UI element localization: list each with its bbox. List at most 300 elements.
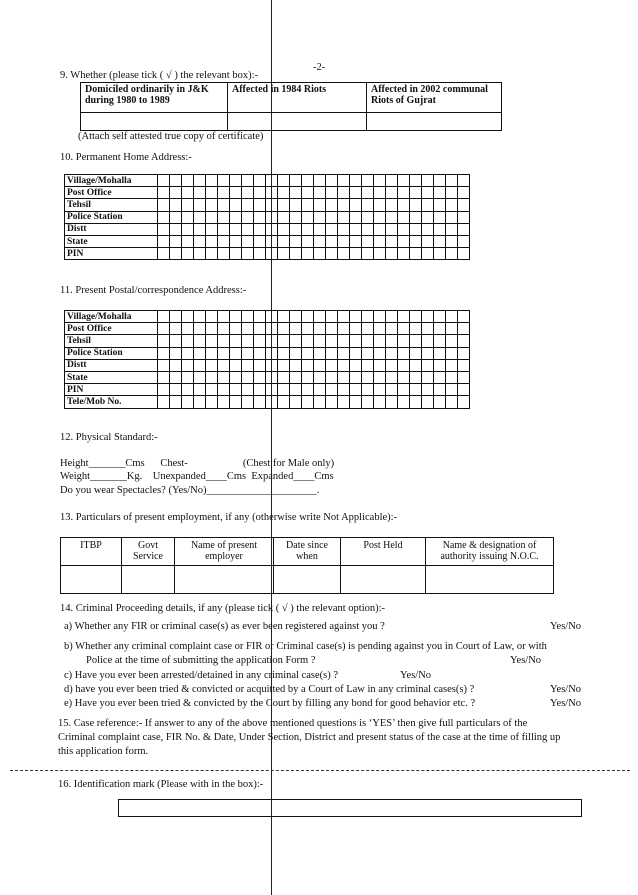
present-address-char-cell[interactable] <box>266 323 278 335</box>
permanent-address-char-cell[interactable] <box>374 211 386 223</box>
permanent-address-char-cell[interactable] <box>314 248 326 260</box>
emp-cell-date[interactable] <box>274 566 341 594</box>
present-address-char-cell[interactable] <box>278 335 290 347</box>
permanent-address-char-cell[interactable] <box>434 211 446 223</box>
permanent-address-char-cell[interactable] <box>242 199 254 211</box>
present-address-char-cell[interactable] <box>302 311 314 323</box>
permanent-address-char-cell[interactable] <box>230 211 242 223</box>
permanent-address-char-cell[interactable] <box>326 175 338 187</box>
permanent-address-char-cell[interactable] <box>314 223 326 235</box>
present-address-char-cell[interactable] <box>410 359 422 371</box>
present-address-char-cell[interactable] <box>218 359 230 371</box>
present-address-char-cell[interactable] <box>206 396 218 408</box>
permanent-address-char-cell[interactable] <box>290 199 302 211</box>
present-address-char-cell[interactable] <box>158 347 170 359</box>
present-address-char-cell[interactable] <box>230 347 242 359</box>
present-address-char-cell[interactable] <box>362 359 374 371</box>
present-address-char-cell[interactable] <box>206 311 218 323</box>
present-address-char-cell[interactable] <box>254 347 266 359</box>
present-address-char-cell[interactable] <box>266 384 278 396</box>
permanent-address-char-cell[interactable] <box>302 187 314 199</box>
present-address-char-cell[interactable] <box>254 371 266 383</box>
present-address-char-cell[interactable] <box>386 347 398 359</box>
present-address-char-cell[interactable] <box>218 311 230 323</box>
present-address-char-cell[interactable] <box>218 384 230 396</box>
present-address-char-cell[interactable] <box>278 371 290 383</box>
permanent-address-char-cell[interactable] <box>302 199 314 211</box>
present-address-char-cell[interactable] <box>278 311 290 323</box>
permanent-address-char-cell[interactable] <box>206 187 218 199</box>
permanent-address-char-cell[interactable] <box>266 223 278 235</box>
permanent-address-char-cell[interactable] <box>290 187 302 199</box>
permanent-address-char-cell[interactable] <box>446 211 458 223</box>
permanent-address-char-cell[interactable] <box>290 235 302 247</box>
permanent-address-char-cell[interactable] <box>410 235 422 247</box>
permanent-address-char-cell[interactable] <box>458 187 470 199</box>
present-address-char-cell[interactable] <box>338 347 350 359</box>
present-address-char-cell[interactable] <box>362 384 374 396</box>
present-address-char-cell[interactable] <box>242 359 254 371</box>
present-address-char-cell[interactable] <box>410 335 422 347</box>
present-address-char-cell[interactable] <box>242 384 254 396</box>
permanent-address-char-cell[interactable] <box>182 175 194 187</box>
permanent-address-char-cell[interactable] <box>254 175 266 187</box>
present-address-char-cell[interactable] <box>398 371 410 383</box>
present-address-char-cell[interactable] <box>326 371 338 383</box>
permanent-address-char-cell[interactable] <box>218 187 230 199</box>
permanent-address-char-cell[interactable] <box>158 223 170 235</box>
present-address-char-cell[interactable] <box>170 335 182 347</box>
present-address-char-cell[interactable] <box>350 347 362 359</box>
permanent-address-char-cell[interactable] <box>206 211 218 223</box>
permanent-address-char-cell[interactable] <box>230 199 242 211</box>
permanent-address-char-cell[interactable] <box>398 175 410 187</box>
present-address-char-cell[interactable] <box>170 323 182 335</box>
present-address-char-cell[interactable] <box>290 384 302 396</box>
present-address-char-cell[interactable] <box>350 359 362 371</box>
permanent-address-char-cell[interactable] <box>314 199 326 211</box>
present-address-char-cell[interactable] <box>458 311 470 323</box>
present-address-char-cell[interactable] <box>158 384 170 396</box>
permanent-address-char-cell[interactable] <box>254 223 266 235</box>
present-address-char-cell[interactable] <box>458 323 470 335</box>
present-address-char-cell[interactable] <box>314 384 326 396</box>
present-address-char-cell[interactable] <box>398 347 410 359</box>
permanent-address-char-cell[interactable] <box>158 211 170 223</box>
permanent-address-char-cell[interactable] <box>422 187 434 199</box>
present-address-char-cell[interactable] <box>374 384 386 396</box>
present-address-char-cell[interactable] <box>254 335 266 347</box>
permanent-address-char-cell[interactable] <box>398 235 410 247</box>
present-address-char-cell[interactable] <box>266 371 278 383</box>
identification-mark-box[interactable] <box>118 799 582 817</box>
permanent-address-char-cell[interactable] <box>386 211 398 223</box>
present-address-char-cell[interactable] <box>386 335 398 347</box>
permanent-address-char-cell[interactable] <box>326 223 338 235</box>
present-address-char-cell[interactable] <box>386 384 398 396</box>
permanent-address-char-cell[interactable] <box>326 235 338 247</box>
present-address-char-cell[interactable] <box>422 371 434 383</box>
permanent-address-char-cell[interactable] <box>362 235 374 247</box>
permanent-address-char-cell[interactable] <box>350 248 362 260</box>
permanent-address-char-cell[interactable] <box>266 175 278 187</box>
present-address-char-cell[interactable] <box>290 335 302 347</box>
present-address-char-cell[interactable] <box>314 347 326 359</box>
present-address-char-cell[interactable] <box>410 347 422 359</box>
permanent-address-char-cell[interactable] <box>158 187 170 199</box>
permanent-address-char-cell[interactable] <box>410 199 422 211</box>
permanent-address-char-cell[interactable] <box>326 199 338 211</box>
permanent-address-char-cell[interactable] <box>158 199 170 211</box>
present-address-char-cell[interactable] <box>254 384 266 396</box>
permanent-address-char-cell[interactable] <box>398 211 410 223</box>
present-address-char-cell[interactable] <box>398 311 410 323</box>
permanent-address-char-cell[interactable] <box>290 248 302 260</box>
permanent-address-char-cell[interactable] <box>326 211 338 223</box>
present-address-char-cell[interactable] <box>446 323 458 335</box>
permanent-address-char-cell[interactable] <box>194 187 206 199</box>
permanent-address-char-cell[interactable] <box>218 235 230 247</box>
present-address-char-cell[interactable] <box>338 323 350 335</box>
present-address-char-cell[interactable] <box>266 347 278 359</box>
permanent-address-char-cell[interactable] <box>386 175 398 187</box>
present-address-char-cell[interactable] <box>170 311 182 323</box>
present-address-char-cell[interactable] <box>218 396 230 408</box>
present-address-char-cell[interactable] <box>290 396 302 408</box>
permanent-address-char-cell[interactable] <box>242 235 254 247</box>
present-address-char-cell[interactable] <box>326 396 338 408</box>
permanent-address-char-cell[interactable] <box>338 248 350 260</box>
permanent-address-char-cell[interactable] <box>206 223 218 235</box>
present-address-char-cell[interactable] <box>362 335 374 347</box>
permanent-address-char-cell[interactable] <box>362 211 374 223</box>
permanent-address-char-cell[interactable] <box>314 175 326 187</box>
present-address-char-cell[interactable] <box>326 384 338 396</box>
q9-tick-box-jk[interactable] <box>81 113 228 131</box>
permanent-address-char-cell[interactable] <box>170 248 182 260</box>
present-address-char-cell[interactable] <box>230 396 242 408</box>
present-address-char-cell[interactable] <box>242 323 254 335</box>
present-address-char-cell[interactable] <box>194 323 206 335</box>
permanent-address-char-cell[interactable] <box>386 187 398 199</box>
permanent-address-char-cell[interactable] <box>398 248 410 260</box>
present-address-char-cell[interactable] <box>422 384 434 396</box>
permanent-address-char-cell[interactable] <box>314 187 326 199</box>
q9-tick-box-1984[interactable] <box>228 113 367 131</box>
permanent-address-char-cell[interactable] <box>350 211 362 223</box>
permanent-address-char-cell[interactable] <box>410 223 422 235</box>
present-address-char-cell[interactable] <box>326 335 338 347</box>
present-address-char-cell[interactable] <box>278 323 290 335</box>
present-address-char-cell[interactable] <box>278 359 290 371</box>
permanent-address-char-cell[interactable] <box>170 223 182 235</box>
present-address-char-cell[interactable] <box>350 335 362 347</box>
permanent-address-char-cell[interactable] <box>302 248 314 260</box>
present-address-char-cell[interactable] <box>410 396 422 408</box>
present-address-char-cell[interactable] <box>386 311 398 323</box>
permanent-address-char-cell[interactable] <box>422 248 434 260</box>
emp-cell-post[interactable] <box>341 566 426 594</box>
permanent-address-char-cell[interactable] <box>398 199 410 211</box>
permanent-address-char-cell[interactable] <box>218 211 230 223</box>
permanent-address-char-cell[interactable] <box>410 187 422 199</box>
present-address-char-cell[interactable] <box>182 311 194 323</box>
permanent-address-char-cell[interactable] <box>158 248 170 260</box>
permanent-address-char-cell[interactable] <box>434 223 446 235</box>
present-address-char-cell[interactable] <box>158 371 170 383</box>
present-address-char-cell[interactable] <box>158 311 170 323</box>
present-address-char-cell[interactable] <box>434 371 446 383</box>
present-address-char-cell[interactable] <box>434 359 446 371</box>
present-address-char-cell[interactable] <box>278 347 290 359</box>
permanent-address-char-cell[interactable] <box>374 235 386 247</box>
permanent-address-char-cell[interactable] <box>338 199 350 211</box>
permanent-address-char-cell[interactable] <box>338 187 350 199</box>
permanent-address-char-cell[interactable] <box>302 211 314 223</box>
emp-cell-govt[interactable] <box>122 566 175 594</box>
present-address-char-cell[interactable] <box>338 335 350 347</box>
present-address-char-cell[interactable] <box>218 347 230 359</box>
permanent-address-char-cell[interactable] <box>242 175 254 187</box>
permanent-address-char-cell[interactable] <box>182 211 194 223</box>
permanent-address-char-cell[interactable] <box>458 223 470 235</box>
present-address-char-cell[interactable] <box>242 335 254 347</box>
permanent-address-char-cell[interactable] <box>314 235 326 247</box>
present-address-char-cell[interactable] <box>458 371 470 383</box>
permanent-address-char-cell[interactable] <box>338 175 350 187</box>
present-address-char-cell[interactable] <box>314 359 326 371</box>
present-address-char-cell[interactable] <box>230 359 242 371</box>
q14a-answer[interactable]: Yes/No <box>550 621 582 632</box>
present-address-char-cell[interactable] <box>446 311 458 323</box>
permanent-address-char-cell[interactable] <box>302 235 314 247</box>
present-address-char-cell[interactable] <box>338 311 350 323</box>
present-address-char-cell[interactable] <box>374 359 386 371</box>
permanent-address-char-cell[interactable] <box>410 211 422 223</box>
permanent-address-char-cell[interactable] <box>266 211 278 223</box>
permanent-address-char-cell[interactable] <box>278 223 290 235</box>
present-address-char-cell[interactable] <box>446 347 458 359</box>
permanent-address-char-cell[interactable] <box>242 223 254 235</box>
present-address-char-cell[interactable] <box>158 359 170 371</box>
permanent-address-char-cell[interactable] <box>194 223 206 235</box>
permanent-address-char-cell[interactable] <box>242 211 254 223</box>
present-address-char-cell[interactable] <box>410 371 422 383</box>
permanent-address-char-cell[interactable] <box>230 248 242 260</box>
present-address-char-cell[interactable] <box>446 335 458 347</box>
permanent-address-char-cell[interactable] <box>242 187 254 199</box>
permanent-address-char-cell[interactable] <box>278 235 290 247</box>
permanent-address-char-cell[interactable] <box>374 248 386 260</box>
permanent-address-char-cell[interactable] <box>362 187 374 199</box>
present-address-char-cell[interactable] <box>254 396 266 408</box>
present-address-char-cell[interactable] <box>206 371 218 383</box>
permanent-address-char-cell[interactable] <box>266 248 278 260</box>
present-address-char-cell[interactable] <box>398 384 410 396</box>
permanent-address-char-cell[interactable] <box>206 199 218 211</box>
permanent-address-char-cell[interactable] <box>386 199 398 211</box>
permanent-address-char-cell[interactable] <box>218 223 230 235</box>
permanent-address-char-cell[interactable] <box>398 223 410 235</box>
present-address-char-cell[interactable] <box>218 323 230 335</box>
present-address-char-cell[interactable] <box>254 323 266 335</box>
present-address-char-cell[interactable] <box>458 384 470 396</box>
permanent-address-char-cell[interactable] <box>362 248 374 260</box>
permanent-address-char-cell[interactable] <box>434 175 446 187</box>
present-address-char-cell[interactable] <box>230 335 242 347</box>
present-address-char-cell[interactable] <box>158 396 170 408</box>
present-address-char-cell[interactable] <box>422 347 434 359</box>
present-address-char-cell[interactable] <box>326 347 338 359</box>
present-address-char-cell[interactable] <box>230 384 242 396</box>
permanent-address-char-cell[interactable] <box>254 248 266 260</box>
emp-cell-employer[interactable] <box>175 566 274 594</box>
present-address-char-cell[interactable] <box>182 396 194 408</box>
permanent-address-char-cell[interactable] <box>230 223 242 235</box>
present-address-char-cell[interactable] <box>338 384 350 396</box>
present-address-char-cell[interactable] <box>206 347 218 359</box>
present-address-char-cell[interactable] <box>206 323 218 335</box>
present-address-char-cell[interactable] <box>290 323 302 335</box>
permanent-address-char-cell[interactable] <box>278 175 290 187</box>
permanent-address-char-cell[interactable] <box>266 199 278 211</box>
present-address-char-cell[interactable] <box>194 359 206 371</box>
present-address-char-cell[interactable] <box>350 371 362 383</box>
present-address-char-cell[interactable] <box>218 371 230 383</box>
present-address-char-cell[interactable] <box>338 359 350 371</box>
permanent-address-char-cell[interactable] <box>326 248 338 260</box>
present-address-char-cell[interactable] <box>338 371 350 383</box>
present-address-char-cell[interactable] <box>362 396 374 408</box>
permanent-address-char-cell[interactable] <box>230 187 242 199</box>
present-address-char-cell[interactable] <box>170 371 182 383</box>
present-address-char-cell[interactable] <box>326 311 338 323</box>
present-address-char-cell[interactable] <box>374 323 386 335</box>
permanent-address-char-cell[interactable] <box>446 248 458 260</box>
present-address-char-cell[interactable] <box>350 396 362 408</box>
permanent-address-char-cell[interactable] <box>422 175 434 187</box>
present-address-char-cell[interactable] <box>314 311 326 323</box>
permanent-address-char-cell[interactable] <box>446 223 458 235</box>
present-address-char-cell[interactable] <box>290 359 302 371</box>
permanent-address-char-cell[interactable] <box>338 211 350 223</box>
present-address-char-cell[interactable] <box>314 323 326 335</box>
present-address-char-cell[interactable] <box>170 347 182 359</box>
permanent-address-char-cell[interactable] <box>434 199 446 211</box>
present-address-char-cell[interactable] <box>194 335 206 347</box>
present-address-char-cell[interactable] <box>206 359 218 371</box>
present-address-char-cell[interactable] <box>266 396 278 408</box>
present-address-char-cell[interactable] <box>182 335 194 347</box>
permanent-address-char-cell[interactable] <box>458 211 470 223</box>
permanent-address-char-cell[interactable] <box>386 235 398 247</box>
permanent-address-char-cell[interactable] <box>422 235 434 247</box>
present-address-char-cell[interactable] <box>362 347 374 359</box>
present-address-char-cell[interactable] <box>170 396 182 408</box>
present-address-char-cell[interactable] <box>302 359 314 371</box>
permanent-address-char-cell[interactable] <box>254 211 266 223</box>
permanent-address-char-cell[interactable] <box>266 235 278 247</box>
permanent-address-char-cell[interactable] <box>386 248 398 260</box>
present-address-char-cell[interactable] <box>278 384 290 396</box>
permanent-address-char-cell[interactable] <box>302 175 314 187</box>
present-address-char-cell[interactable] <box>410 311 422 323</box>
emp-cell-noc[interactable] <box>426 566 554 594</box>
permanent-address-char-cell[interactable] <box>422 223 434 235</box>
present-address-char-cell[interactable] <box>194 371 206 383</box>
present-address-char-cell[interactable] <box>362 323 374 335</box>
permanent-address-char-cell[interactable] <box>206 235 218 247</box>
permanent-address-char-cell[interactable] <box>278 199 290 211</box>
permanent-address-char-cell[interactable] <box>374 199 386 211</box>
present-address-char-cell[interactable] <box>302 371 314 383</box>
permanent-address-char-cell[interactable] <box>374 223 386 235</box>
present-address-char-cell[interactable] <box>218 335 230 347</box>
present-address-char-cell[interactable] <box>326 359 338 371</box>
permanent-address-char-cell[interactable] <box>458 199 470 211</box>
present-address-char-cell[interactable] <box>182 347 194 359</box>
permanent-address-char-cell[interactable] <box>434 187 446 199</box>
present-address-char-cell[interactable] <box>170 359 182 371</box>
permanent-address-char-cell[interactable] <box>362 175 374 187</box>
present-address-char-cell[interactable] <box>374 371 386 383</box>
permanent-address-char-cell[interactable] <box>290 175 302 187</box>
present-address-char-cell[interactable] <box>446 359 458 371</box>
present-address-char-cell[interactable] <box>422 359 434 371</box>
present-address-char-cell[interactable] <box>434 384 446 396</box>
permanent-address-char-cell[interactable] <box>290 223 302 235</box>
present-address-char-cell[interactable] <box>350 384 362 396</box>
permanent-address-char-cell[interactable] <box>182 248 194 260</box>
present-address-char-cell[interactable] <box>434 311 446 323</box>
permanent-address-char-cell[interactable] <box>458 248 470 260</box>
permanent-address-char-cell[interactable] <box>230 175 242 187</box>
present-address-char-cell[interactable] <box>254 311 266 323</box>
permanent-address-char-cell[interactable] <box>422 211 434 223</box>
present-address-char-cell[interactable] <box>458 359 470 371</box>
permanent-address-char-cell[interactable] <box>350 223 362 235</box>
permanent-address-char-cell[interactable] <box>170 187 182 199</box>
permanent-address-char-cell[interactable] <box>446 235 458 247</box>
present-address-char-cell[interactable] <box>338 396 350 408</box>
permanent-address-char-cell[interactable] <box>254 235 266 247</box>
present-address-char-cell[interactable] <box>242 396 254 408</box>
present-address-char-cell[interactable] <box>386 396 398 408</box>
present-address-char-cell[interactable] <box>362 371 374 383</box>
permanent-address-char-cell[interactable] <box>362 199 374 211</box>
present-address-char-cell[interactable] <box>230 323 242 335</box>
present-address-char-cell[interactable] <box>374 347 386 359</box>
present-address-char-cell[interactable] <box>326 323 338 335</box>
present-address-char-cell[interactable] <box>374 311 386 323</box>
permanent-address-char-cell[interactable] <box>446 187 458 199</box>
permanent-address-char-cell[interactable] <box>374 175 386 187</box>
present-address-char-cell[interactable] <box>194 311 206 323</box>
permanent-address-char-cell[interactable] <box>158 175 170 187</box>
present-address-char-cell[interactable] <box>374 335 386 347</box>
permanent-address-char-cell[interactable] <box>362 223 374 235</box>
present-address-char-cell[interactable] <box>458 396 470 408</box>
present-address-char-cell[interactable] <box>302 347 314 359</box>
present-address-char-cell[interactable] <box>386 371 398 383</box>
present-address-char-cell[interactable] <box>170 384 182 396</box>
present-address-char-cell[interactable] <box>182 323 194 335</box>
permanent-address-char-cell[interactable] <box>434 235 446 247</box>
permanent-address-char-cell[interactable] <box>194 211 206 223</box>
present-address-char-cell[interactable] <box>182 384 194 396</box>
present-address-char-cell[interactable] <box>458 347 470 359</box>
permanent-address-char-cell[interactable] <box>194 175 206 187</box>
